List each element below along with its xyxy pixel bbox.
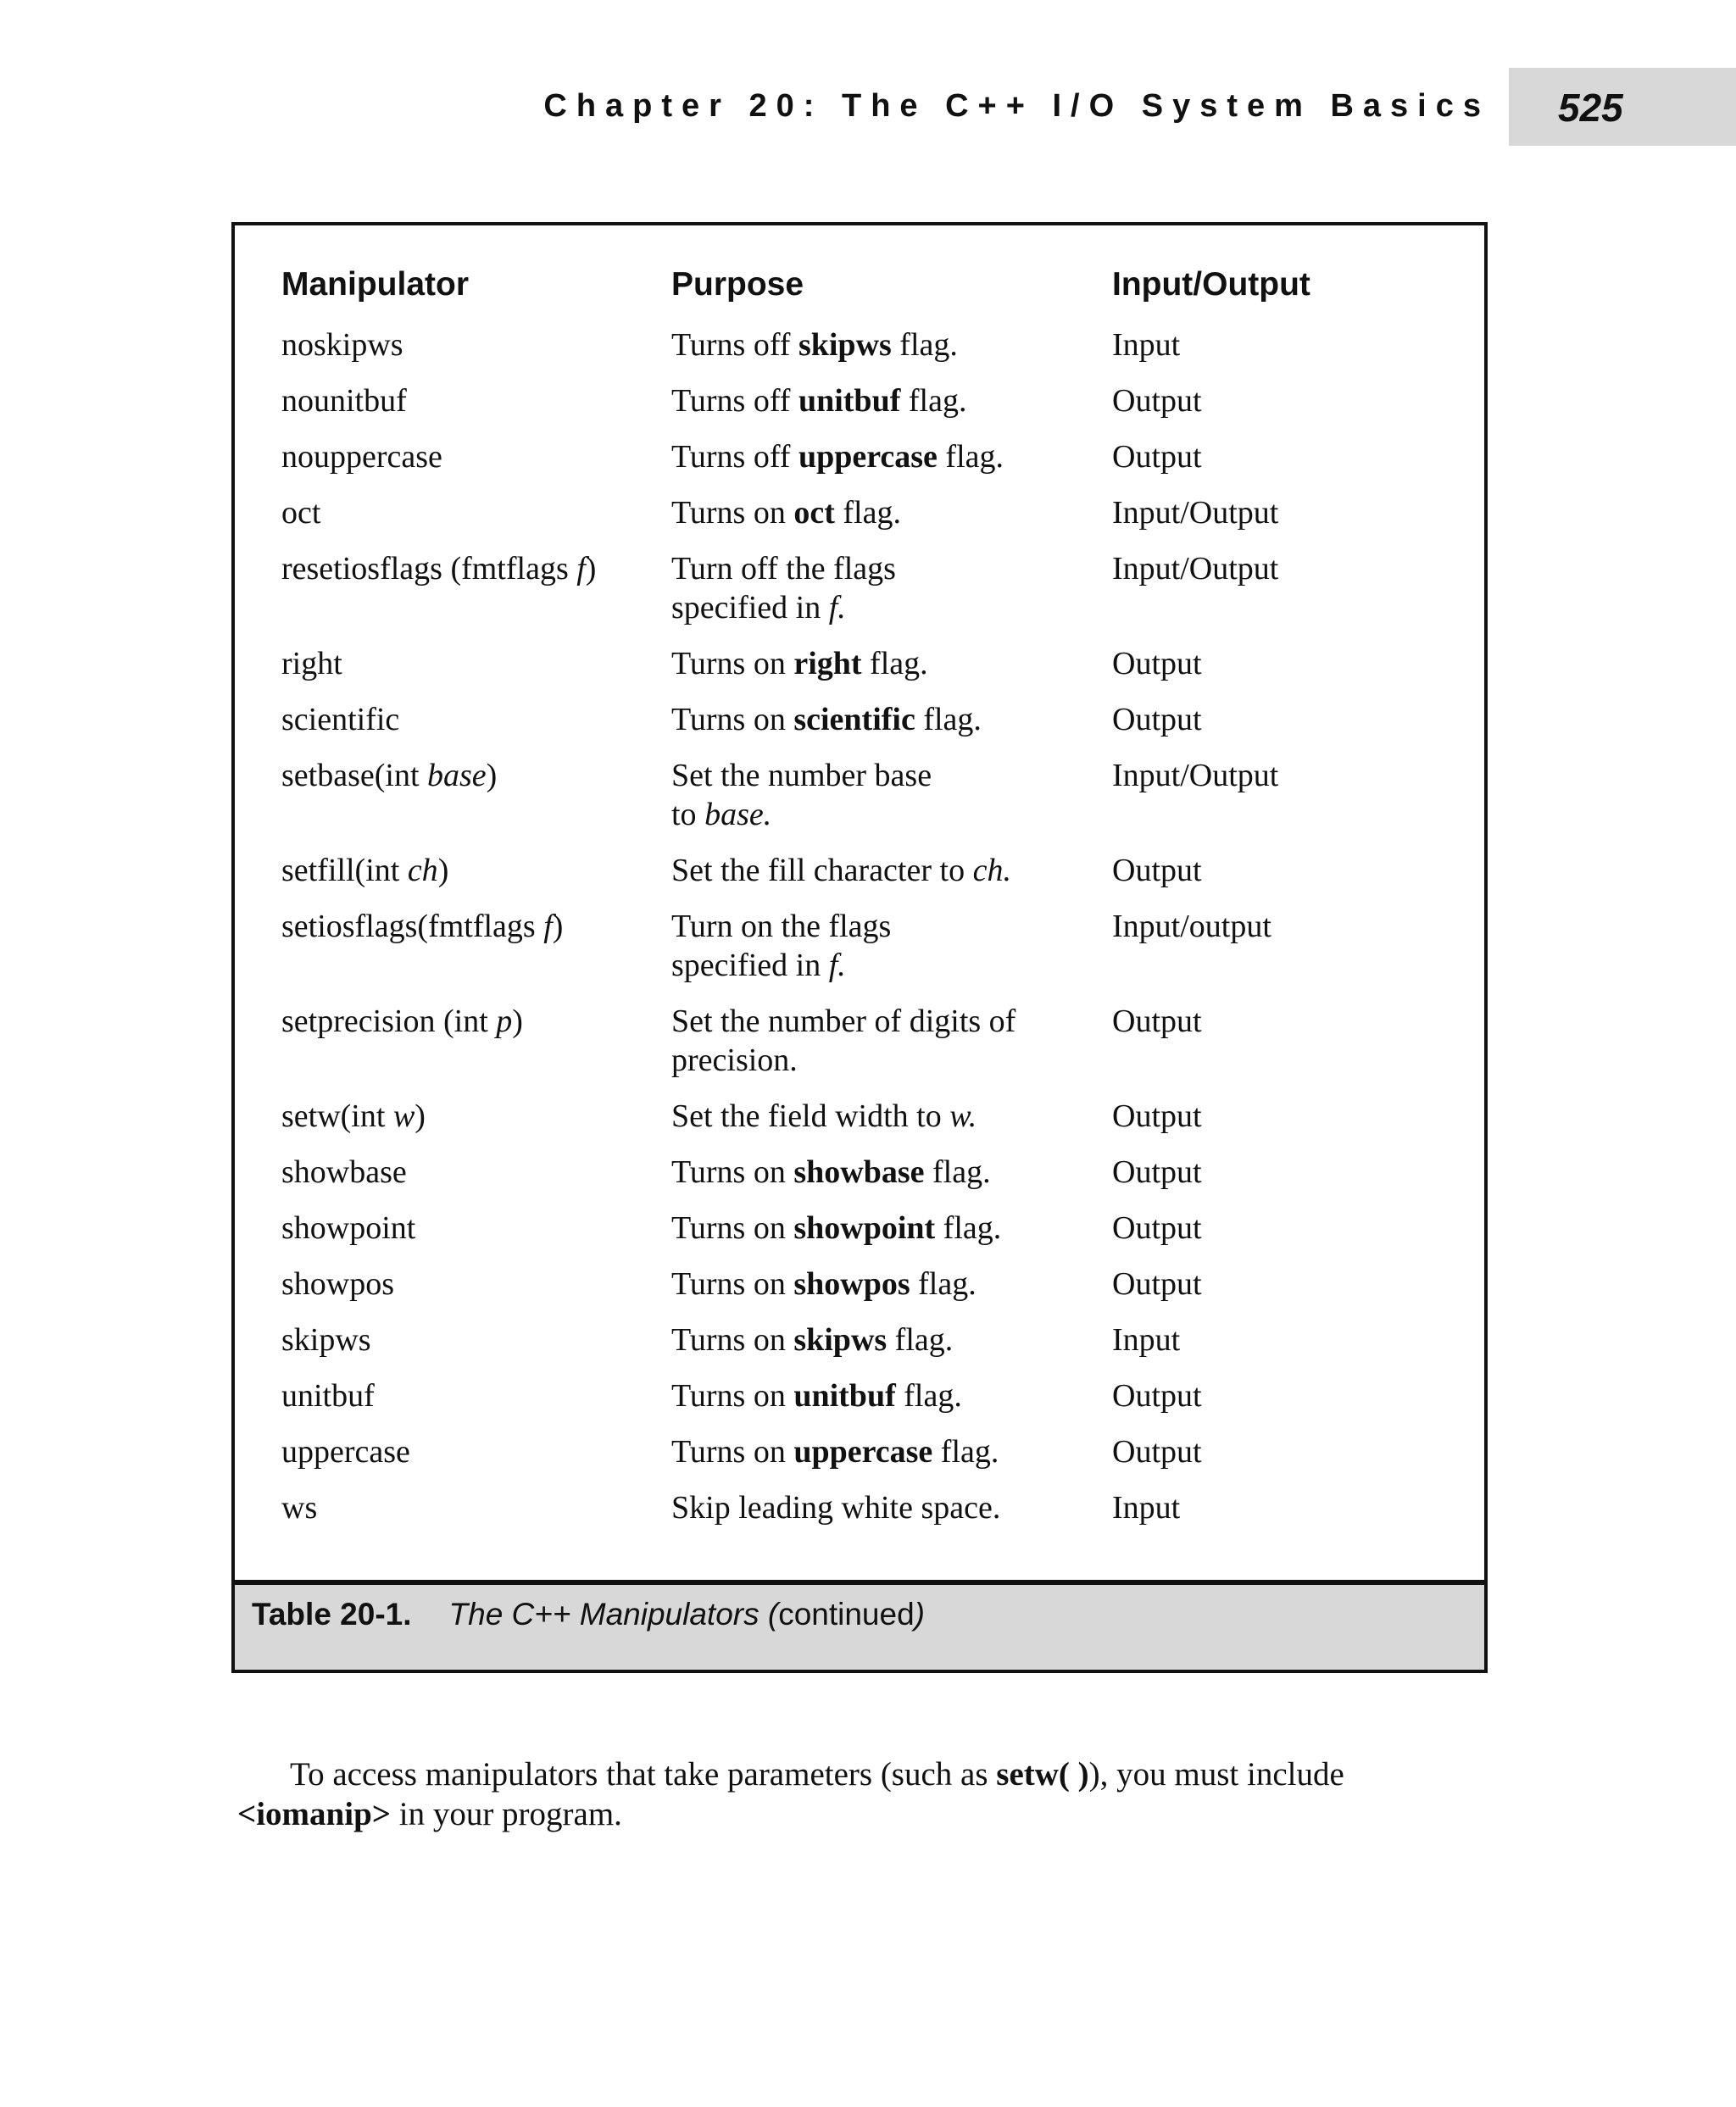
cell-purpose <box>671 756 1095 834</box>
cell-purpose-run: base. <box>704 797 772 832</box>
cell-manipulator-run: showpoint <box>281 1210 416 1246</box>
cell-purpose-run: Set the fill character to <box>671 853 973 888</box>
para-text-3: in your program. <box>390 1796 622 1832</box>
cell-manipulator <box>281 549 654 588</box>
cell-input-output: Input <box>1112 327 1181 363</box>
cell-purpose <box>671 1097 1095 1136</box>
cell-manipulator-run: resetiosflags (fmtflags <box>281 551 577 587</box>
cell-manipulator <box>281 1153 654 1192</box>
para-code-setw: setw( ) <box>996 1756 1089 1793</box>
cell-purpose-run: flag. <box>937 439 1004 475</box>
cell-purpose-run: specified in <box>671 948 829 983</box>
cell-purpose-run: showbase <box>793 1154 925 1190</box>
cell-input-output: Output <box>1112 1210 1202 1246</box>
cell-purpose <box>671 851 1095 890</box>
page-number-box <box>1509 68 1736 146</box>
table-number: Table 20-1. <box>252 1597 412 1632</box>
cell-purpose <box>671 549 1095 627</box>
cell-manipulator-run: p <box>496 1003 513 1039</box>
cell-input-output: Output <box>1112 1003 1202 1039</box>
cell-input-output: Output <box>1112 702 1202 737</box>
cell-manipulator-run: setbase(int <box>281 758 428 793</box>
cell-purpose-run: Turns on <box>671 1210 794 1246</box>
cell-purpose <box>671 1265 1095 1304</box>
cell-purpose-run: Turns on <box>671 702 794 737</box>
cell-purpose-run: scientific <box>793 702 915 737</box>
cell-manipulator <box>281 381 654 420</box>
manipulators-table <box>231 222 1488 1673</box>
cell-purpose <box>671 644 1095 683</box>
cell-manipulator <box>281 493 654 532</box>
cell-input-output: Input/Output <box>1112 758 1279 793</box>
cell-purpose-run: ch. <box>972 853 1011 888</box>
cell-purpose-run: flag. <box>887 1322 954 1358</box>
cell-purpose-run: Turns on <box>671 1154 794 1190</box>
cell-purpose-run: Turns on <box>671 1266 794 1302</box>
cell-purpose-run: flag. <box>924 1154 991 1190</box>
table-row <box>235 1432 1484 1471</box>
cell-manipulator-run: ) <box>437 853 449 888</box>
cell-purpose-run: Turn on the flags <box>671 909 892 944</box>
cell-manipulator-run: ) <box>415 1098 426 1134</box>
table-caption <box>252 1597 925 1632</box>
column-header-manipulator: Manipulator <box>281 266 469 303</box>
cell-manipulator <box>281 756 654 795</box>
table-row <box>235 644 1484 683</box>
table-row <box>235 1209 1484 1248</box>
cell-manipulator <box>281 1209 654 1248</box>
page-number: 525 <box>1558 86 1623 130</box>
table-title <box>449 1597 925 1632</box>
cell-manipulator-run: uppercase <box>281 1434 410 1470</box>
cell-manipulator <box>281 1320 654 1359</box>
cell-purpose-run: flag. <box>891 327 958 363</box>
cell-purpose-run: flag. <box>932 1434 999 1470</box>
cell-purpose-run: unitbuf <box>793 1378 896 1414</box>
cell-manipulator <box>281 700 654 739</box>
cell-purpose-run: flag. <box>900 383 967 419</box>
cell-manipulator <box>281 1488 654 1527</box>
cell-purpose <box>671 1432 1095 1471</box>
cell-input-output: Output <box>1112 1434 1202 1470</box>
cell-purpose-run: skipws <box>793 1322 887 1358</box>
table-title-close: ) <box>914 1597 925 1632</box>
cell-manipulator-run: ) <box>512 1003 523 1039</box>
cell-manipulator <box>281 851 654 890</box>
cell-purpose-run: Turns on <box>671 1378 794 1414</box>
cell-manipulator <box>281 437 654 476</box>
cell-input-output: Output <box>1112 439 1202 475</box>
cell-input-output: Output <box>1112 383 1202 419</box>
cell-manipulator-run: unitbuf <box>281 1378 375 1414</box>
table-row <box>235 907 1484 985</box>
cell-input-output: Input <box>1112 1322 1181 1358</box>
cell-manipulator-run: setw(int <box>281 1098 393 1134</box>
cell-manipulator-run: noskipws <box>281 327 403 363</box>
table-row <box>235 1320 1484 1359</box>
cell-purpose-run: Turns off <box>671 327 798 363</box>
cell-input-output: Output <box>1112 1378 1202 1414</box>
cell-purpose-run: w. <box>949 1098 977 1134</box>
cell-purpose <box>671 1153 1095 1192</box>
cell-purpose-run: Turns on <box>671 1322 794 1358</box>
cell-purpose <box>671 381 1095 420</box>
cell-manipulator-run: ) <box>552 909 564 944</box>
para-text-1: To access manipulators that take parameters (such as <box>290 1756 997 1793</box>
cell-purpose-run: to <box>671 797 705 832</box>
cell-purpose-run: flag. <box>935 1210 1002 1246</box>
cell-purpose-run: uppercase <box>793 1434 933 1470</box>
cell-manipulator <box>281 907 654 946</box>
cell-manipulator <box>281 1376 654 1415</box>
cell-purpose <box>671 1376 1095 1415</box>
cell-purpose-run: unitbuf <box>798 383 901 419</box>
table-row <box>235 437 1484 476</box>
cell-manipulator <box>281 1097 654 1136</box>
table-row <box>235 851 1484 890</box>
cell-manipulator-run: nouppercase <box>281 439 442 475</box>
table-body <box>235 225 1484 1580</box>
cell-purpose-run: right <box>793 646 862 681</box>
cell-input-output: Output <box>1112 853 1202 888</box>
cell-purpose-run: showpoint <box>793 1210 936 1246</box>
cell-input-output: Input/Output <box>1112 551 1279 587</box>
cell-manipulator-run: nounitbuf <box>281 383 407 419</box>
column-header-purpose: Purpose <box>671 266 804 303</box>
cell-manipulator <box>281 1265 654 1304</box>
cell-purpose-run: f. <box>828 590 846 625</box>
cell-purpose-run: skipws <box>798 327 892 363</box>
cell-purpose-run: Set the field width to <box>671 1098 950 1134</box>
table-row <box>235 1265 1484 1304</box>
table-row <box>235 549 1484 627</box>
cell-purpose-run: Turns off <box>671 439 798 475</box>
para-text-2: ), you must include <box>1088 1756 1344 1793</box>
cell-input-output: Input/output <box>1112 909 1271 944</box>
cell-manipulator-run: setprecision (int <box>281 1003 497 1039</box>
cell-purpose-run: Turns on <box>671 495 794 531</box>
table-title-text: The C++ Manipulators ( <box>448 1597 779 1632</box>
cell-manipulator-run: base <box>427 758 487 793</box>
cell-purpose-run: Skip leading white space. <box>671 1490 1001 1526</box>
cell-manipulator-run: skipws <box>281 1322 371 1358</box>
table-row <box>235 325 1484 364</box>
cell-purpose-run: flag. <box>861 646 928 681</box>
cell-purpose <box>671 700 1095 739</box>
cell-purpose-run: specified in <box>671 590 829 625</box>
table-row <box>235 493 1484 532</box>
cell-manipulator-run: f <box>543 909 553 944</box>
cell-manipulator-run: setfill(int <box>281 853 408 888</box>
cell-manipulator <box>281 644 654 683</box>
cell-purpose <box>671 437 1095 476</box>
cell-manipulator-run: ws <box>281 1490 318 1526</box>
cell-input-output: Input <box>1112 1490 1181 1526</box>
table-row <box>235 1002 1484 1080</box>
column-header-input-output: Input/Output <box>1112 266 1310 303</box>
cell-purpose <box>671 493 1095 532</box>
body-paragraph <box>237 1754 1492 1834</box>
table-row <box>235 1153 1484 1192</box>
cell-input-output: Input/Output <box>1112 495 1279 531</box>
cell-purpose <box>671 1002 1095 1080</box>
table-row <box>235 1488 1484 1527</box>
cell-manipulator-run: showbase <box>281 1154 407 1190</box>
table-row <box>235 756 1484 834</box>
cell-manipulator-run: ch <box>407 853 438 888</box>
table-title-continued: continued <box>778 1597 915 1632</box>
cell-input-output: Output <box>1112 1154 1202 1190</box>
running-header: Chapter 20: The C++ I/O System Basics <box>543 88 1490 124</box>
table-row <box>235 1097 1484 1136</box>
cell-manipulator-run: showpos <box>281 1266 395 1302</box>
cell-purpose <box>671 1320 1095 1359</box>
cell-purpose-run: Set the number base <box>671 758 932 793</box>
cell-manipulator-run: oct <box>281 495 321 531</box>
cell-manipulator-run: setiosflags(fmtflags <box>281 909 544 944</box>
cell-manipulator-run: ) <box>585 551 597 587</box>
table-row <box>235 381 1484 420</box>
cell-purpose-run: uppercase <box>798 439 938 475</box>
table-rows <box>235 325 1484 1544</box>
para-code-iomanip: <iomanip> <box>237 1796 391 1832</box>
cell-purpose-run: Turn off the flags <box>671 551 896 587</box>
cell-purpose-run: flag. <box>910 1266 976 1302</box>
cell-purpose <box>671 325 1095 364</box>
cell-purpose-run: precision. <box>671 1042 798 1078</box>
cell-input-output: Output <box>1112 1266 1202 1302</box>
cell-manipulator-run: ) <box>486 758 498 793</box>
cell-manipulator <box>281 1002 654 1041</box>
cell-manipulator-run: right <box>281 646 342 681</box>
cell-purpose-run: flag. <box>915 702 982 737</box>
cell-purpose-run: f. <box>828 948 846 983</box>
table-row <box>235 700 1484 739</box>
cell-manipulator-run: scientific <box>281 702 400 737</box>
cell-input-output: Output <box>1112 646 1202 681</box>
table-row <box>235 1376 1484 1415</box>
table-caption-bar <box>235 1580 1484 1670</box>
cell-purpose-run: oct <box>793 495 835 531</box>
cell-purpose-run: flag. <box>834 495 901 531</box>
cell-purpose <box>671 1209 1095 1248</box>
cell-purpose <box>671 907 1095 985</box>
cell-input-output: Output <box>1112 1098 1202 1134</box>
cell-purpose-run: Turns on <box>671 1434 794 1470</box>
cell-purpose <box>671 1488 1095 1527</box>
cell-purpose-run: showpos <box>793 1266 910 1302</box>
cell-manipulator-run: w <box>392 1098 415 1134</box>
cell-purpose-run: flag. <box>895 1378 962 1414</box>
cell-purpose-run: Turns on <box>671 646 794 681</box>
cell-manipulator-run: f <box>576 551 586 587</box>
cell-manipulator <box>281 325 654 364</box>
cell-purpose-run: Set the number of digits of <box>671 1003 1016 1039</box>
cell-purpose-run: Turns off <box>671 383 798 419</box>
cell-manipulator <box>281 1432 654 1471</box>
